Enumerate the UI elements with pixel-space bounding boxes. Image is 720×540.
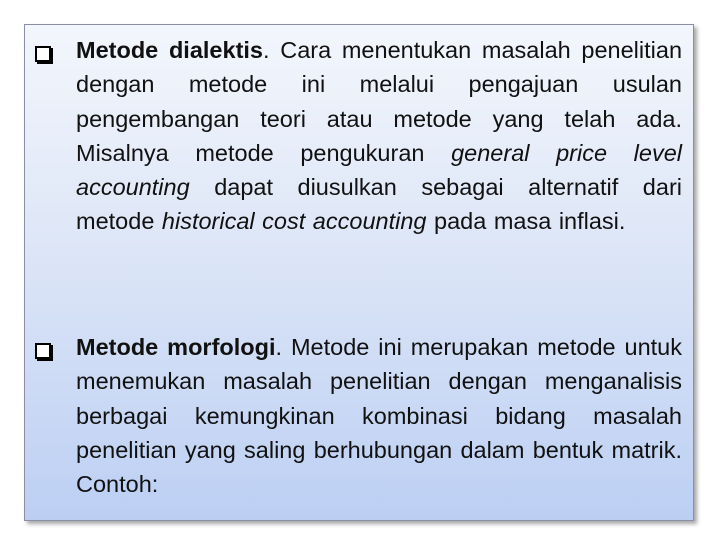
content-panel: [24, 24, 694, 521]
checkbox-bullet-icon: [35, 343, 51, 359]
paragraph-text: . Cara menentukan masalah penelitian dengan metode ini melalui pengajuan usulan pengembangan teori atau metode yang telah ada. Misalnya metode pengukuran: [76, 37, 683, 166]
italic-term: general price level accounting: [76, 139, 682, 201]
bullet-term: Metode dialektis: [76, 37, 263, 63]
checkbox-bullet-icon: [35, 46, 51, 62]
bullet-paragraph: [76, 33, 682, 239]
bullet-term: Metode morfologi: [76, 334, 276, 360]
bullet-paragraph: [76, 330, 682, 501]
paragraph-text: dapat diusulkan sebagai alternatif dari metode: [76, 174, 682, 235]
italic-term: historical cost accounting: [161, 208, 427, 235]
paragraph-text: pada masa inflasi.: [426, 208, 626, 235]
paragraph-text: . Metode ini merupakan metode untuk menemukan masalah penelitian dengan menganalisis berbagai kemungkinan kombinasi bidang masalah penelitian yang saling berhubungan dalam bentuk matrik. Contoh:: [76, 334, 682, 498]
